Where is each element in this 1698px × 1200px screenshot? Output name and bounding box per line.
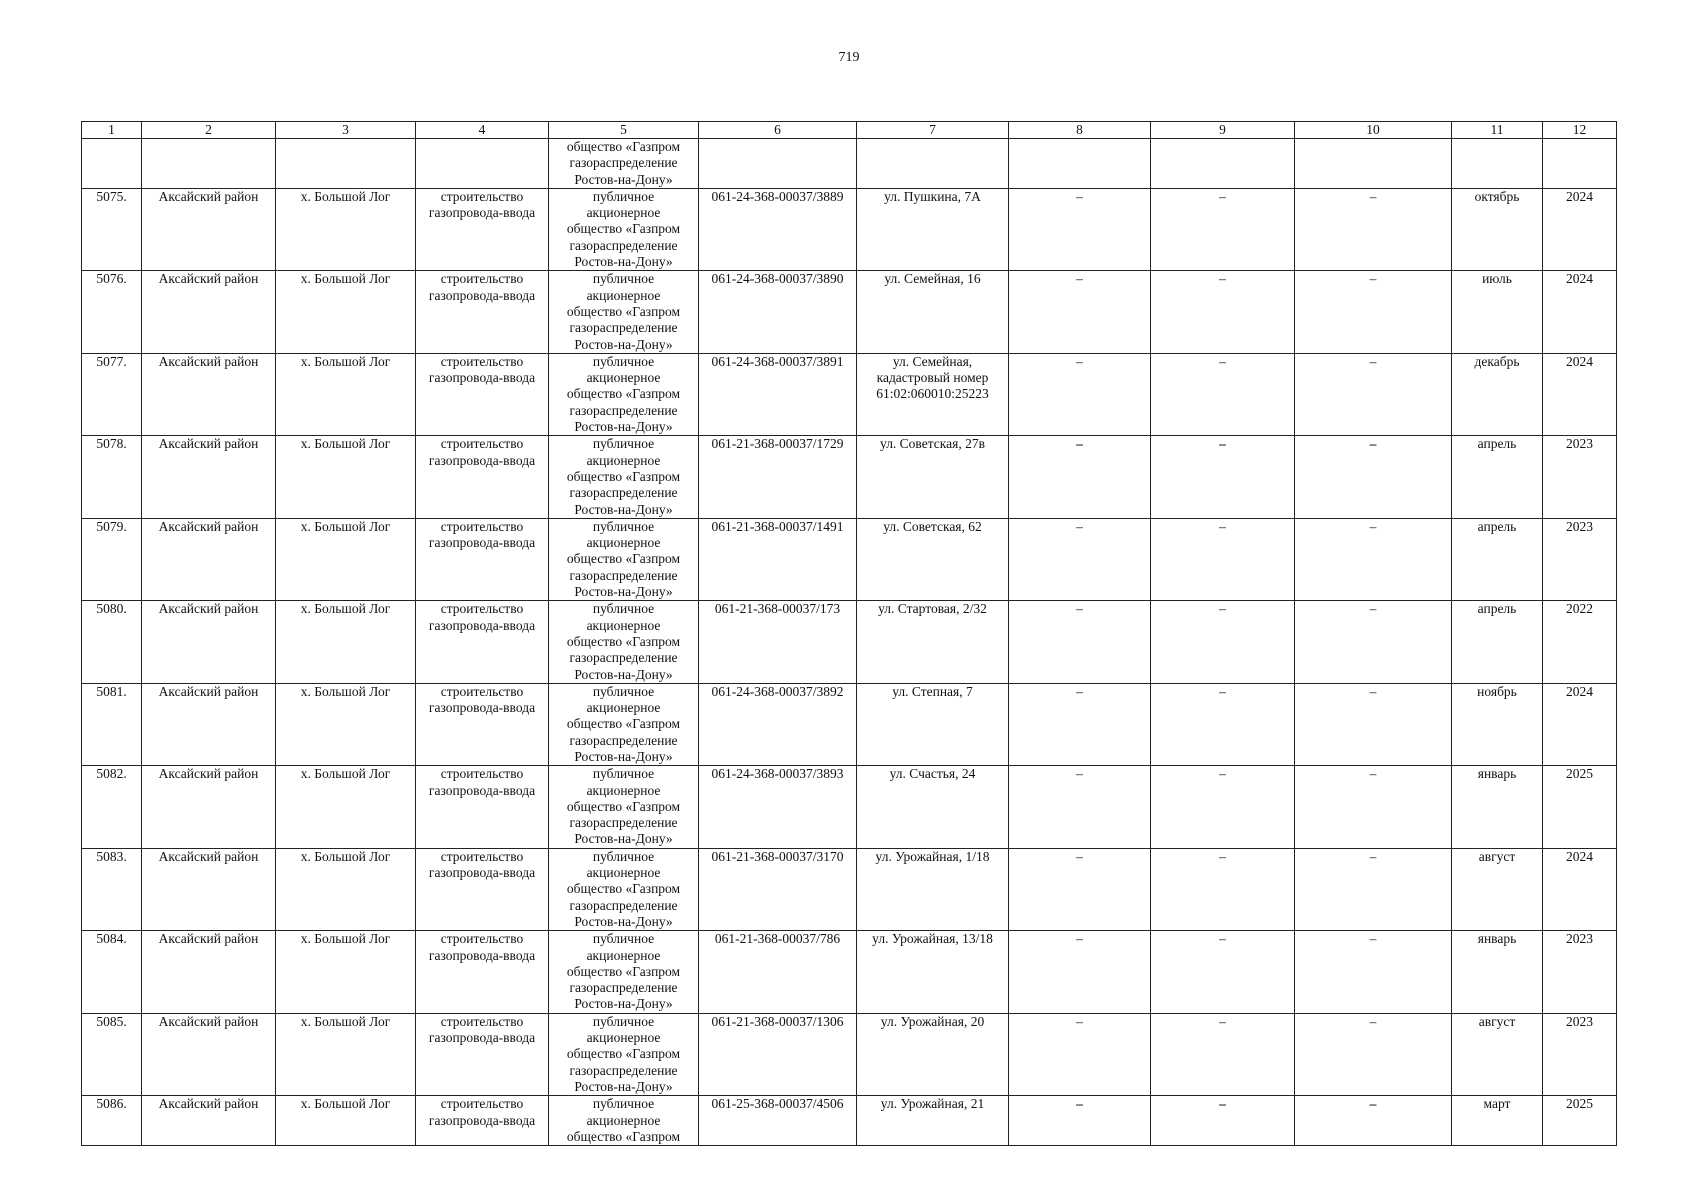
cell-work-type: строительство газопровода-ввода bbox=[416, 683, 549, 765]
cell-owner: публичное акционерное общество «Газпром газораспределение Ростов-на-Дону» bbox=[549, 518, 699, 600]
cell-work-type: строительство газопровода-ввода bbox=[416, 353, 549, 435]
cell-month: ноябрь bbox=[1452, 683, 1543, 765]
cell-owner: публичное акционерное общество «Газпром газораспределение Ростов-на-Дону» bbox=[549, 188, 699, 270]
cell-col-10: – bbox=[1295, 518, 1452, 600]
cell-col-9: – bbox=[1151, 848, 1295, 930]
cell-month: декабрь bbox=[1452, 353, 1543, 435]
cell-settlement: х. Большой Лог bbox=[276, 683, 416, 765]
cell-code: 061-24-368-00037/3892 bbox=[699, 683, 857, 765]
cell-col-9: – bbox=[1151, 188, 1295, 270]
table-row bbox=[82, 601, 1617, 683]
cell-owner: публичное акционерное общество «Газпром газораспределение Ростов-на-Дону» bbox=[549, 601, 699, 683]
cell-code: 061-21-368-00037/3170 bbox=[699, 848, 857, 930]
cell-col-9: – bbox=[1151, 766, 1295, 848]
table-row bbox=[82, 436, 1617, 518]
cell-empty bbox=[1151, 139, 1295, 189]
cell-work-type: строительство газопровода-ввода bbox=[416, 931, 549, 1013]
cell-district: Аксайский район bbox=[142, 766, 276, 848]
column-header: 7 bbox=[857, 122, 1009, 139]
cell-settlement: х. Большой Лог bbox=[276, 353, 416, 435]
cell-address: ул. Пушкина, 7А bbox=[857, 188, 1009, 270]
cell-owner: публичное акционерное общество «Газпром газораспределение Ростов-на-Дону» bbox=[549, 766, 699, 848]
continuation-row bbox=[82, 139, 1617, 189]
cell-empty bbox=[1295, 139, 1452, 189]
cell-month: апрель bbox=[1452, 436, 1543, 518]
cell-settlement: х. Большой Лог bbox=[276, 188, 416, 270]
cell-owner: публичное акционерное общество «Газпром газораспределение Ростов-на-Дону» bbox=[549, 436, 699, 518]
cell-work-type: строительство газопровода-ввода bbox=[416, 436, 549, 518]
cell-col-9: – bbox=[1151, 683, 1295, 765]
cell-year: 2025 bbox=[1543, 1096, 1617, 1146]
cell-col-8: – bbox=[1009, 353, 1151, 435]
cell-empty bbox=[1452, 139, 1543, 189]
cell-col-8: – bbox=[1009, 601, 1151, 683]
column-header: 3 bbox=[276, 122, 416, 139]
cell-number: 5075. bbox=[82, 188, 142, 270]
cell-col-8: – bbox=[1009, 188, 1151, 270]
cell-col-10: – bbox=[1295, 1013, 1452, 1095]
cell-col-10: – bbox=[1295, 766, 1452, 848]
cell-settlement: х. Большой Лог bbox=[276, 518, 416, 600]
cell-district: Аксайский район bbox=[142, 848, 276, 930]
cell-col-10: – bbox=[1295, 1096, 1452, 1146]
cell-year: 2024 bbox=[1543, 848, 1617, 930]
cell-number: 5078. bbox=[82, 436, 142, 518]
cell-empty bbox=[416, 139, 549, 189]
cell-col-8: – bbox=[1009, 1013, 1151, 1095]
column-header: 9 bbox=[1151, 122, 1295, 139]
cell-work-type: строительство газопровода-ввода bbox=[416, 271, 549, 353]
cell-month: август bbox=[1452, 848, 1543, 930]
cell-year: 2024 bbox=[1543, 271, 1617, 353]
column-header: 12 bbox=[1543, 122, 1617, 139]
cell-col-9: – bbox=[1151, 518, 1295, 600]
cell-address: ул. Советская, 27в bbox=[857, 436, 1009, 518]
cell-col-10: – bbox=[1295, 848, 1452, 930]
cell-month: март bbox=[1452, 1096, 1543, 1146]
cell-district: Аксайский район bbox=[142, 271, 276, 353]
cell-address: ул. Урожайная, 1/18 bbox=[857, 848, 1009, 930]
cell-work-type: строительство газопровода-ввода bbox=[416, 188, 549, 270]
cell-work-type: строительство газопровода-ввода bbox=[416, 1096, 549, 1146]
cell-address: ул. Урожайная, 20 bbox=[857, 1013, 1009, 1095]
cell-year: 2025 bbox=[1543, 766, 1617, 848]
cell-district: Аксайский район bbox=[142, 1013, 276, 1095]
cell-number: 5080. bbox=[82, 601, 142, 683]
cell-work-type: строительство газопровода-ввода bbox=[416, 601, 549, 683]
cell-col-8: – bbox=[1009, 931, 1151, 1013]
cell-address: ул. Семейная, кадастровый номер 61:02:060010:25223 bbox=[857, 353, 1009, 435]
cell-district: Аксайский район bbox=[142, 353, 276, 435]
cell-year: 2022 bbox=[1543, 601, 1617, 683]
register-table bbox=[81, 121, 1617, 1146]
cell-empty bbox=[276, 139, 416, 189]
cell-empty bbox=[699, 139, 857, 189]
cell-district: Аксайский район bbox=[142, 518, 276, 600]
cell-code: 061-24-368-00037/3893 bbox=[699, 766, 857, 848]
cell-number: 5083. bbox=[82, 848, 142, 930]
table-row bbox=[82, 353, 1617, 435]
cell-empty bbox=[1543, 139, 1617, 189]
cell-owner: публичное акционерное общество «Газпром газораспределение Ростов-на-Дону» bbox=[549, 683, 699, 765]
cell-col-8: – bbox=[1009, 271, 1151, 353]
cell-district: Аксайский район bbox=[142, 188, 276, 270]
cell-year: 2023 bbox=[1543, 931, 1617, 1013]
cell-number: 5081. bbox=[82, 683, 142, 765]
cell-number: 5084. bbox=[82, 931, 142, 1013]
cell-work-type: строительство газопровода-ввода bbox=[416, 848, 549, 930]
cell-number: 5077. bbox=[82, 353, 142, 435]
cell-col-8: – bbox=[1009, 518, 1151, 600]
page-number: 719 bbox=[838, 50, 860, 65]
cell-col-8: – bbox=[1009, 683, 1151, 765]
column-header: 10 bbox=[1295, 122, 1452, 139]
cell-col-9: – bbox=[1151, 353, 1295, 435]
cell-district: Аксайский район bbox=[142, 601, 276, 683]
cell-settlement: х. Большой Лог bbox=[276, 766, 416, 848]
cell-col-10: – bbox=[1295, 931, 1452, 1013]
cell-col-8: – bbox=[1009, 1096, 1151, 1146]
cell-empty bbox=[142, 139, 276, 189]
cell-code: 061-21-368-00037/1729 bbox=[699, 436, 857, 518]
cell-code: 061-21-368-00037/1306 bbox=[699, 1013, 857, 1095]
cell-col-10: – bbox=[1295, 188, 1452, 270]
cell-month: октябрь bbox=[1452, 188, 1543, 270]
cell-code: 061-21-368-00037/173 bbox=[699, 601, 857, 683]
cell-address: ул. Счастья, 24 bbox=[857, 766, 1009, 848]
cell-code: 061-21-368-00037/786 bbox=[699, 931, 857, 1013]
table-row bbox=[82, 1013, 1617, 1095]
table-row bbox=[82, 1096, 1617, 1146]
table-row bbox=[82, 766, 1617, 848]
table-body bbox=[82, 139, 1617, 1146]
cell-number: 5076. bbox=[82, 271, 142, 353]
cell-settlement: х. Большой Лог bbox=[276, 601, 416, 683]
cell-district: Аксайский район bbox=[142, 436, 276, 518]
cell-owner: публичное акционерное общество «Газпром газораспределение Ростов-на-Дону» bbox=[549, 848, 699, 930]
cell-col-9: – bbox=[1151, 1013, 1295, 1095]
cell-col-10: – bbox=[1295, 683, 1452, 765]
column-header: 1 bbox=[82, 122, 142, 139]
cell-address: ул. Степная, 7 bbox=[857, 683, 1009, 765]
cell-col-9: – bbox=[1151, 436, 1295, 518]
cell-empty bbox=[82, 139, 142, 189]
cell-col-9: – bbox=[1151, 1096, 1295, 1146]
cell-month: апрель bbox=[1452, 601, 1543, 683]
cell-col-10: – bbox=[1295, 436, 1452, 518]
table-row bbox=[82, 848, 1617, 930]
cell-col-8: – bbox=[1009, 766, 1151, 848]
column-header: 11 bbox=[1452, 122, 1543, 139]
cell-district: Аксайский район bbox=[142, 1096, 276, 1146]
cell-month: январь bbox=[1452, 931, 1543, 1013]
cell-address: ул. Семейная, 16 bbox=[857, 271, 1009, 353]
column-header: 5 bbox=[549, 122, 699, 139]
cell-address: ул. Урожайная, 13/18 bbox=[857, 931, 1009, 1013]
cell-col-8: – bbox=[1009, 436, 1151, 518]
cell-code: 061-24-368-00037/3891 bbox=[699, 353, 857, 435]
table-row bbox=[82, 188, 1617, 270]
cell-work-type: строительство газопровода-ввода bbox=[416, 1013, 549, 1095]
table-row bbox=[82, 271, 1617, 353]
cell-settlement: х. Большой Лог bbox=[276, 1096, 416, 1146]
cell-work-type: строительство газопровода-ввода bbox=[416, 518, 549, 600]
column-header: 2 bbox=[142, 122, 276, 139]
cell-owner: общество «Газпром газораспределение Ростов-на-Дону» bbox=[549, 139, 699, 189]
header-row bbox=[82, 122, 1617, 139]
cell-owner: публичное акционерное общество «Газпром газораспределение Ростов-на-Дону» bbox=[549, 271, 699, 353]
cell-owner: публичное акционерное общество «Газпром газораспределение Ростов-на-Дону» bbox=[549, 931, 699, 1013]
cell-code: 061-25-368-00037/4506 bbox=[699, 1096, 857, 1146]
table-row bbox=[82, 931, 1617, 1013]
cell-district: Аксайский район bbox=[142, 931, 276, 1013]
cell-settlement: х. Большой Лог bbox=[276, 931, 416, 1013]
cell-settlement: х. Большой Лог bbox=[276, 848, 416, 930]
cell-col-9: – bbox=[1151, 601, 1295, 683]
table-row bbox=[82, 518, 1617, 600]
cell-month: апрель bbox=[1452, 518, 1543, 600]
cell-settlement: х. Большой Лог bbox=[276, 1013, 416, 1095]
cell-col-9: – bbox=[1151, 931, 1295, 1013]
column-header: 8 bbox=[1009, 122, 1151, 139]
cell-year: 2024 bbox=[1543, 683, 1617, 765]
cell-number: 5086. bbox=[82, 1096, 142, 1146]
column-header: 4 bbox=[416, 122, 549, 139]
cell-address: ул. Урожайная, 21 bbox=[857, 1096, 1009, 1146]
cell-col-10: – bbox=[1295, 271, 1452, 353]
cell-col-10: – bbox=[1295, 601, 1452, 683]
cell-col-8: – bbox=[1009, 848, 1151, 930]
cell-code: 061-24-368-00037/3889 bbox=[699, 188, 857, 270]
cell-number: 5085. bbox=[82, 1013, 142, 1095]
cell-number: 5082. bbox=[82, 766, 142, 848]
cell-col-10: – bbox=[1295, 353, 1452, 435]
cell-owner: публичное акционерное общество «Газпром газораспределение Ростов-на-Дону» bbox=[549, 1013, 699, 1095]
cell-address: ул. Стартовая, 2/32 bbox=[857, 601, 1009, 683]
cell-settlement: х. Большой Лог bbox=[276, 436, 416, 518]
cell-district: Аксайский район bbox=[142, 683, 276, 765]
cell-year: 2023 bbox=[1543, 1013, 1617, 1095]
cell-code: 061-21-368-00037/1491 bbox=[699, 518, 857, 600]
cell-settlement: х. Большой Лог bbox=[276, 271, 416, 353]
cell-year: 2023 bbox=[1543, 436, 1617, 518]
cell-address: ул. Советская, 62 bbox=[857, 518, 1009, 600]
cell-year: 2024 bbox=[1543, 188, 1617, 270]
cell-year: 2024 bbox=[1543, 353, 1617, 435]
cell-month: июль bbox=[1452, 271, 1543, 353]
cell-month: январь bbox=[1452, 766, 1543, 848]
cell-owner: публичное акционерное общество «Газпром bbox=[549, 1096, 699, 1146]
cell-empty bbox=[1009, 139, 1151, 189]
cell-empty bbox=[857, 139, 1009, 189]
column-header: 6 bbox=[699, 122, 857, 139]
cell-year: 2023 bbox=[1543, 518, 1617, 600]
cell-work-type: строительство газопровода-ввода bbox=[416, 766, 549, 848]
cell-col-9: – bbox=[1151, 271, 1295, 353]
table-row bbox=[82, 683, 1617, 765]
cell-owner: публичное акционерное общество «Газпром газораспределение Ростов-на-Дону» bbox=[549, 353, 699, 435]
cell-month: август bbox=[1452, 1013, 1543, 1095]
cell-code: 061-24-368-00037/3890 bbox=[699, 271, 857, 353]
cell-number: 5079. bbox=[82, 518, 142, 600]
